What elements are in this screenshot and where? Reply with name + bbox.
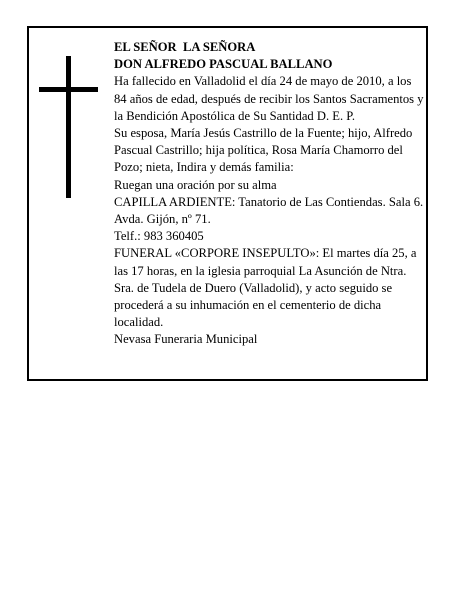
heading-line-1: EL SEÑOR LA SEÑORA — [114, 40, 256, 54]
deceased-name: DON ALFREDO PASCUAL BALLANO — [114, 57, 333, 72]
chapel-info: CAPILLA ARDIENTE: Tanatorio de Las Contiendas. Sala 6. Avda. Gijón, nº 71. — [114, 194, 424, 227]
cross-vertical-bar — [66, 56, 71, 198]
phone-number: Telf.: 983 360405 — [114, 229, 204, 244]
funeral-info: FUNERAL «CORPORE INSEPULTO»: El martes día 25, a las 17 horas, en la iglesia parroquial La Asunción de Ntra. Sra. de Tudela de Duero (Valladolid), y acto seguido se procederá a su inhumación en el cementerio de dicha localidad. — [114, 246, 417, 330]
death-statement: Ha fallecido en Valladolid el día 24 de mayo de 2010, a los 84 años de edad, después de recibir los Santos Sacramentos y la Bendición Apostólica de Su Santidad D. E. P. — [114, 74, 424, 123]
prayer-request: Ruegan una oración por su alma — [114, 177, 277, 192]
cross-horizontal-bar — [39, 87, 98, 92]
obituary-notice — [27, 26, 428, 381]
obituary-text — [114, 39, 426, 349]
family-list: Su esposa, María Jesús Castrillo de la Fuente; hijo, Alfredo Pascual Castrillo; hija política, Rosa María Chamorro del Pozo; nieta, Indira y demás familia: — [114, 126, 413, 175]
funeral-home: Nevasa Funeraria Municipal — [114, 332, 258, 347]
